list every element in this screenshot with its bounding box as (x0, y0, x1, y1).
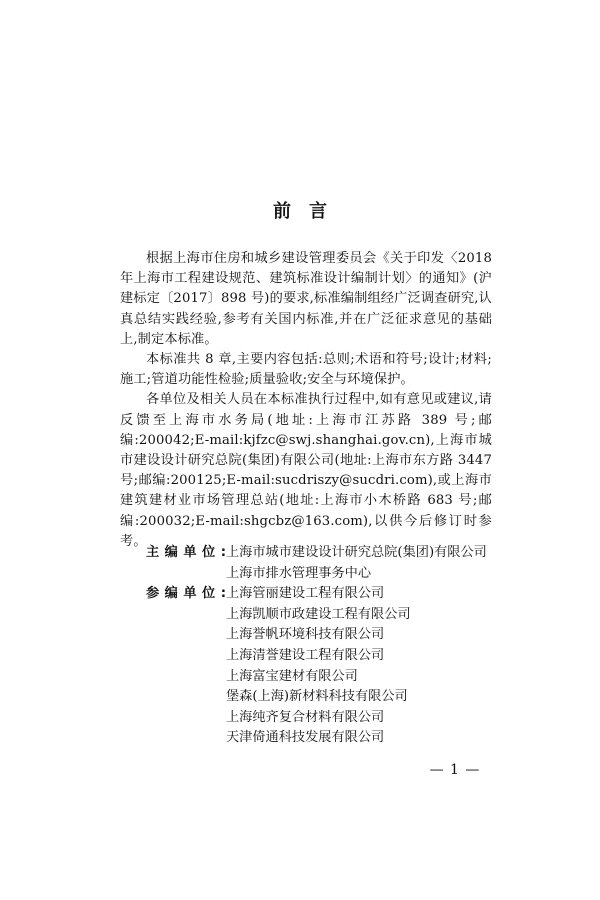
org-name: 上海富宝建材有限公司 (226, 668, 358, 684)
chief-editor-label (146, 543, 226, 584)
org-name: 堡森(上海)新材料科技有限公司 (226, 689, 408, 705)
participating-editor-list (226, 584, 506, 749)
label-char: 编 (164, 586, 178, 602)
label-char: 单 (183, 586, 197, 602)
preface-paragraph: 本标准共 8 章,主要内容包括:总则;术语和符号;设计;材料;施工;管道功能性检验;质量验收;安全与环境保护。 (120, 352, 492, 388)
org-name: 上海管丽建设工程有限公司 (226, 586, 385, 602)
label-char: 编 (164, 545, 178, 560)
chief-editor-list (226, 543, 506, 584)
chief-editor-units (146, 543, 506, 584)
org-name: 上海市排水管理事务中心 (226, 565, 372, 581)
preface-paragraph: 根据上海市住房和城乡建设管理委员会《关于印发〈2018 年上海市工程建设规范、建筑标准设计编制计划〉的通知》(沪建标定〔2017〕898 号)的要求,标准编制组经广泛调查研究,认真总结实践经验,参考有关国内标准,并在广泛征求意见的基础上,制定本标准。 (120, 251, 492, 347)
page-number: — 1 — (429, 762, 481, 778)
editor-credits (146, 543, 506, 749)
label-char: 主 (146, 545, 160, 560)
page-title: 前言 (273, 201, 345, 223)
org-name: 上海誉帆环境科技有限公司 (226, 627, 385, 643)
label-char: 单 (183, 545, 197, 560)
preface-body (120, 249, 492, 552)
org-name: 上海纯齐复合材料有限公司 (226, 709, 385, 725)
participating-editor-units (146, 584, 506, 749)
label-char: : (220, 545, 226, 560)
org-name: 上海市城市建设设计研究总院(集团)有限公司 (226, 545, 487, 560)
preface-paragraph: 各单位及相关人员在本标准执行过程中,如有意见或建议,请反馈至上海市水务局(地址:上海市江苏路 389 号;邮编:200042;E-mail:kjfzc@swj.shanghai.gov.cn),上海市城市建设设计研究总院(集团)有限公司(地址:上海市东方路 3447 号;邮编:200125;E-mail:sucdriszy@sucdri.com),或上海市建筑建材业市场管理总站(地址:上海市小木桥路 683 号;邮编:200032;E-mail:shgcbz@163.com),以供今后修订时参考。 (120, 392, 492, 549)
participating-editor-label (146, 584, 226, 749)
org-name: 上海凯顺市政建设工程有限公司 (226, 606, 411, 622)
label-char: : (220, 586, 226, 602)
label-char: 位 (202, 586, 216, 602)
org-name: 上海清誉建设工程有限公司 (226, 647, 385, 663)
label-char: 参 (146, 586, 160, 602)
org-name: 天津倚通科技发展有限公司 (226, 730, 385, 746)
label-char: 位 (202, 545, 216, 560)
